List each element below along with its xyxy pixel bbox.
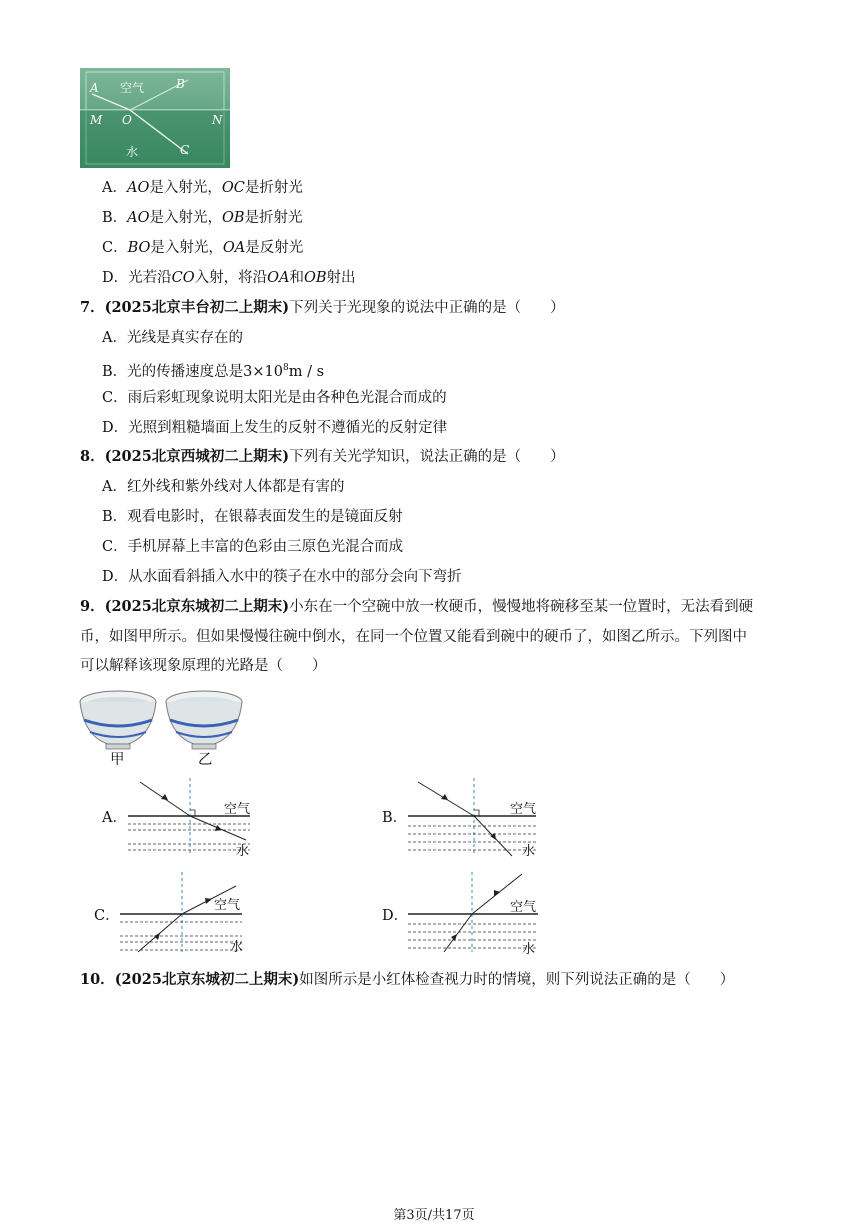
q9-option-b-letter[interactable]: B．	[382, 810, 408, 826]
q9-stem-line1: 9．(2025北京东城初二上期末)小东在一个空碗中放一枚硬币，慢慢地将碗移至某一位置时，无法看到硬	[80, 598, 754, 615]
bowl-label-jia: 甲	[110, 752, 125, 768]
page-number: 第3页/共17页	[393, 1208, 475, 1223]
bowl-with-coin	[166, 691, 242, 749]
label-N: N	[212, 113, 223, 127]
q7-stem: 7．(2025北京丰台初二上期末)下列关于光现象的说法中正确的是（ ）	[80, 299, 565, 316]
q6-option-d[interactable]: D．光若沿CO入射，将沿OA和OB射出	[102, 270, 356, 286]
q7-option-d[interactable]: D．光照到粗糙墙面上发生的反射不遵循光的反射定律	[102, 420, 448, 436]
q9-c-water-label: 水	[230, 940, 244, 955]
q7-option-c[interactable]: C．雨后彩虹现象说明太阳光是由各种色光混合而成的	[102, 390, 447, 406]
q8-option-a[interactable]: A．红外线和紫外线对人体都是有害的	[102, 479, 345, 495]
q9-option-a-letter[interactable]: A．	[102, 810, 127, 826]
q6-option-b[interactable]: B．AO是入射光，OB是折射光	[102, 210, 303, 226]
q9-b-air-label: 空气	[510, 802, 537, 817]
q9-c-air-label: 空气	[214, 898, 241, 913]
q9-a-water-label: 水	[236, 844, 250, 859]
q9-b-water-label: 水	[522, 844, 536, 859]
q9-option-d-letter[interactable]: D．	[382, 908, 409, 924]
label-M: M	[90, 113, 103, 127]
q9-option-c-letter[interactable]: C．	[94, 908, 120, 924]
q7-option-b[interactable]: B．光的传播速度总是$3\times 10^8m / s$	[102, 363, 325, 380]
q8-stem: 8．(2025北京西城初二上期末)下列有关光学知识，说法正确的是（ ）	[80, 448, 565, 465]
q6-option-a[interactable]: A．AO是入射光，OC是折射光	[102, 180, 303, 196]
label-B: B	[176, 77, 185, 91]
q6-option-c[interactable]: C．BO是入射光，OA是反射光	[102, 240, 304, 256]
refraction-tank-figure	[80, 68, 230, 168]
q9-d-water-label: 水	[522, 942, 536, 957]
q10-stem: 10．(2025北京东城初二上期末)如图所示是小红体检查视力时的情境，则下列说法正确的是（ ）	[80, 971, 735, 988]
bowls-figure	[78, 684, 248, 768]
q9-option-b-diagram[interactable]	[408, 778, 540, 860]
q8-option-c[interactable]: C．手机屏幕上丰富的色彩由三原色光混合而成	[102, 539, 404, 555]
q8-option-b[interactable]: B．观看电影时，在银幕表面发生的是镜面反射	[102, 509, 403, 525]
q9-stem-line2: 币，如图甲所示。但如果慢慢往碗中倒水，在同一个位置又能看到碗中的硬币了，如图乙所示。下列图中	[80, 629, 747, 645]
label-air: 空气	[120, 81, 145, 95]
q8-option-d[interactable]: D．从水面看斜插入水中的筷子在水中的部分会向下弯折	[102, 569, 462, 585]
label-water: 水	[126, 145, 139, 159]
label-O: O	[122, 113, 132, 127]
bowl-label-yi: 乙	[198, 752, 213, 768]
q9-d-air-label: 空气	[510, 900, 537, 915]
bowl-empty	[80, 691, 156, 749]
q9-stem-line3: 可以解释该现象原理的光路是（ ）	[80, 658, 327, 674]
q9-a-air-label: 空气	[224, 802, 251, 817]
label-A: A	[90, 81, 99, 95]
q7-option-a[interactable]: A．光线是真实存在的	[102, 330, 243, 346]
speed-value: $3\times 10^8m / s$	[243, 363, 325, 380]
label-C: C	[180, 143, 190, 157]
